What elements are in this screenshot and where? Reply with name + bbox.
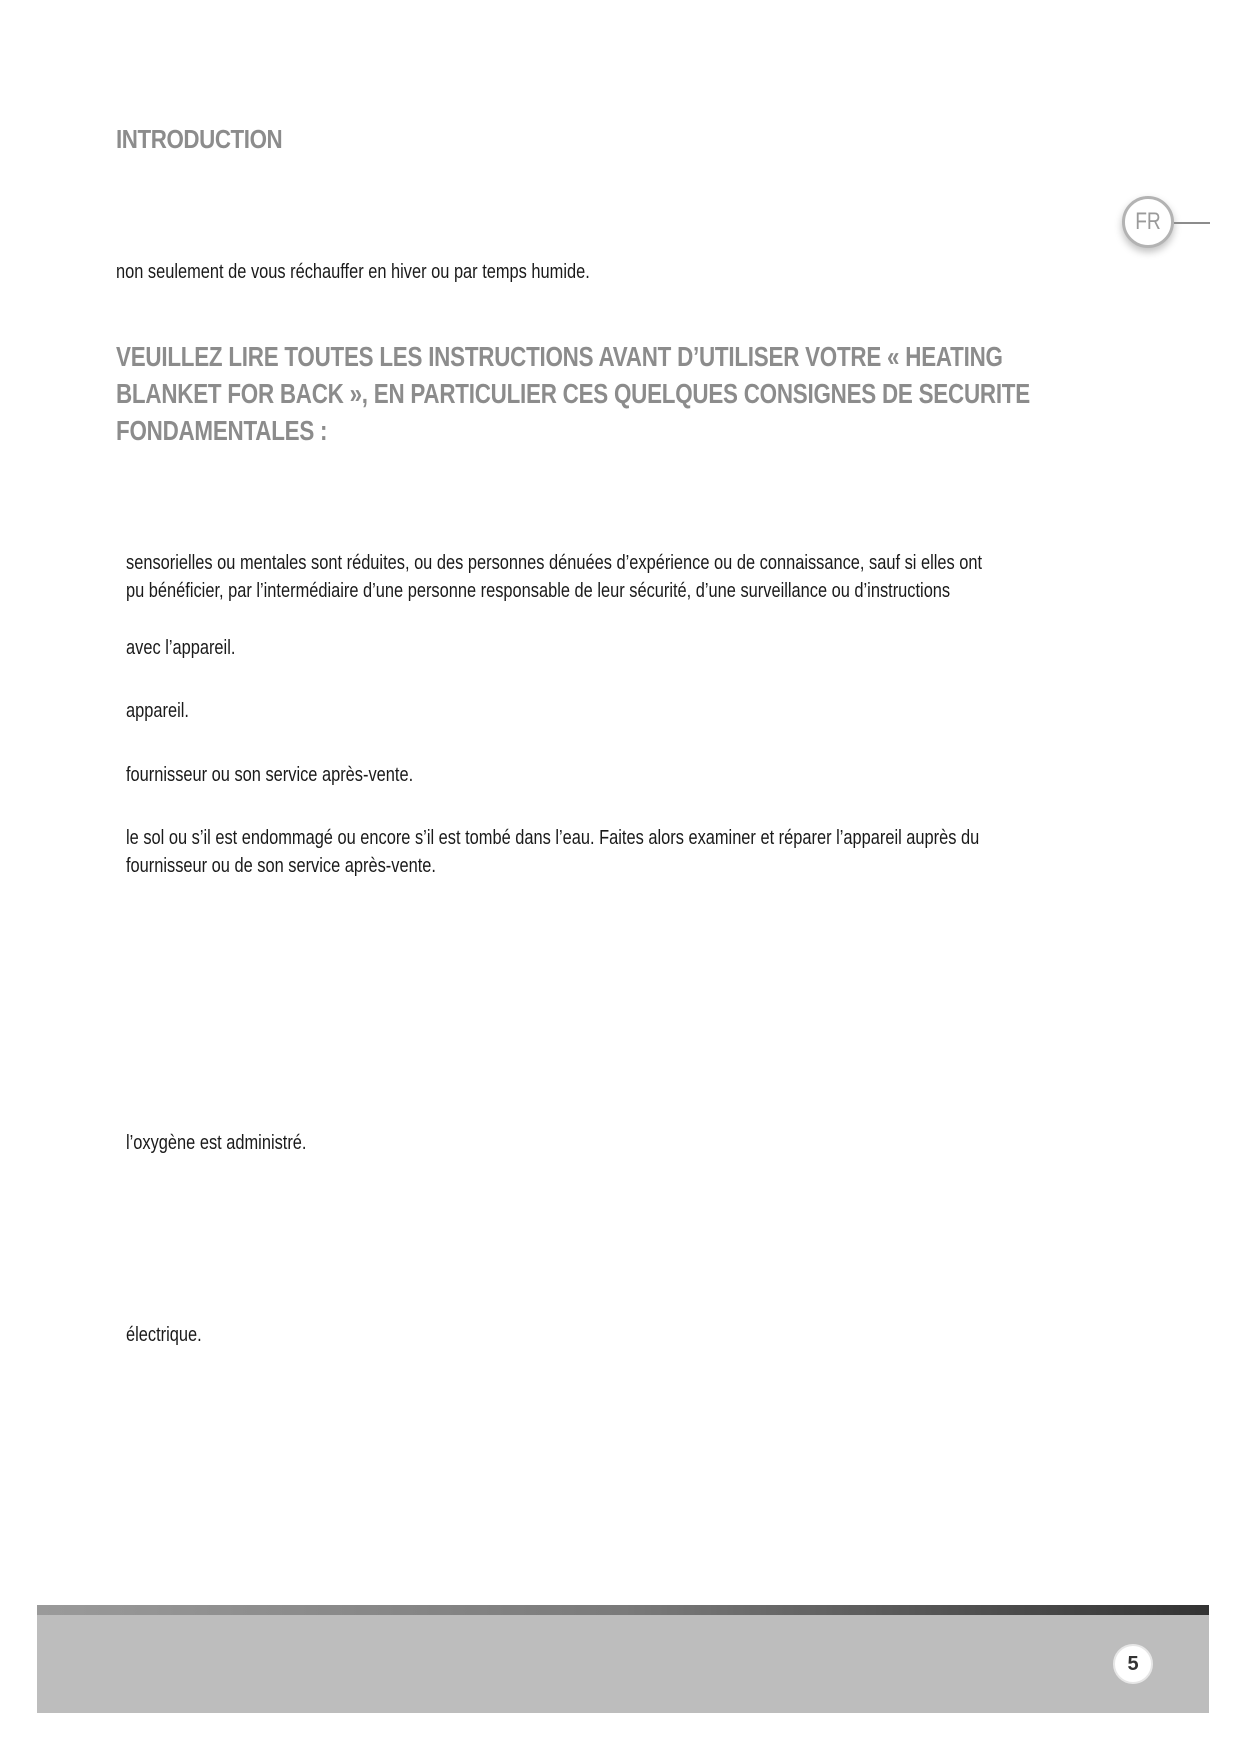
safety-heading-line: FONDAMENTALES : (116, 415, 328, 446)
instruction-line: pu bénéficier, par l’intermédiaire d’une personne responsable de leur sécurité, d’une surveillance ou d’instructions (126, 580, 951, 602)
intro-text: non seulement de vous réchauffer en hiver ou par temps humide. (116, 261, 590, 283)
safety-heading-line: VEUILLEZ LIRE TOUTES LES INSTRUCTIONS AVANT D’UTILISER VOTRE « HEATING (116, 341, 1003, 372)
instruction-line: avec l’appareil. (126, 637, 236, 659)
safety-heading-line: BLANKET FOR BACK », EN PARTICULIER CES QUELQUES CONSIGNES DE SECURITE (116, 378, 1030, 409)
instruction-line: le sol ou s’il est endommagé ou encore s’il est tombé dans l’eau. Faites alors examiner et réparer l’appareil auprès du (126, 827, 980, 849)
footer-stripe (37, 1605, 1209, 1615)
safety-heading (116, 338, 1030, 449)
instruction-line: fournisseur ou son service après-vente. (126, 764, 414, 786)
language-tab-label: FR (1135, 208, 1161, 235)
instruction-line: électrique. (126, 1324, 202, 1346)
language-tab (1122, 196, 1174, 248)
instruction-line: sensorielles ou mentales sont réduites, ou des personnes dénuées d’expérience ou de connaissance, sauf si elles ont (126, 552, 983, 574)
language-tab-connector (1174, 222, 1210, 224)
instruction-line: fournisseur ou de son service après-vente. (126, 855, 436, 877)
instruction-line: l’oxygène est administré. (126, 1132, 307, 1154)
footer-bar (37, 1605, 1209, 1713)
page-number: 5 (1113, 1644, 1153, 1684)
instruction-line: appareil. (126, 700, 189, 722)
section-title: INTRODUCTION (116, 124, 283, 154)
